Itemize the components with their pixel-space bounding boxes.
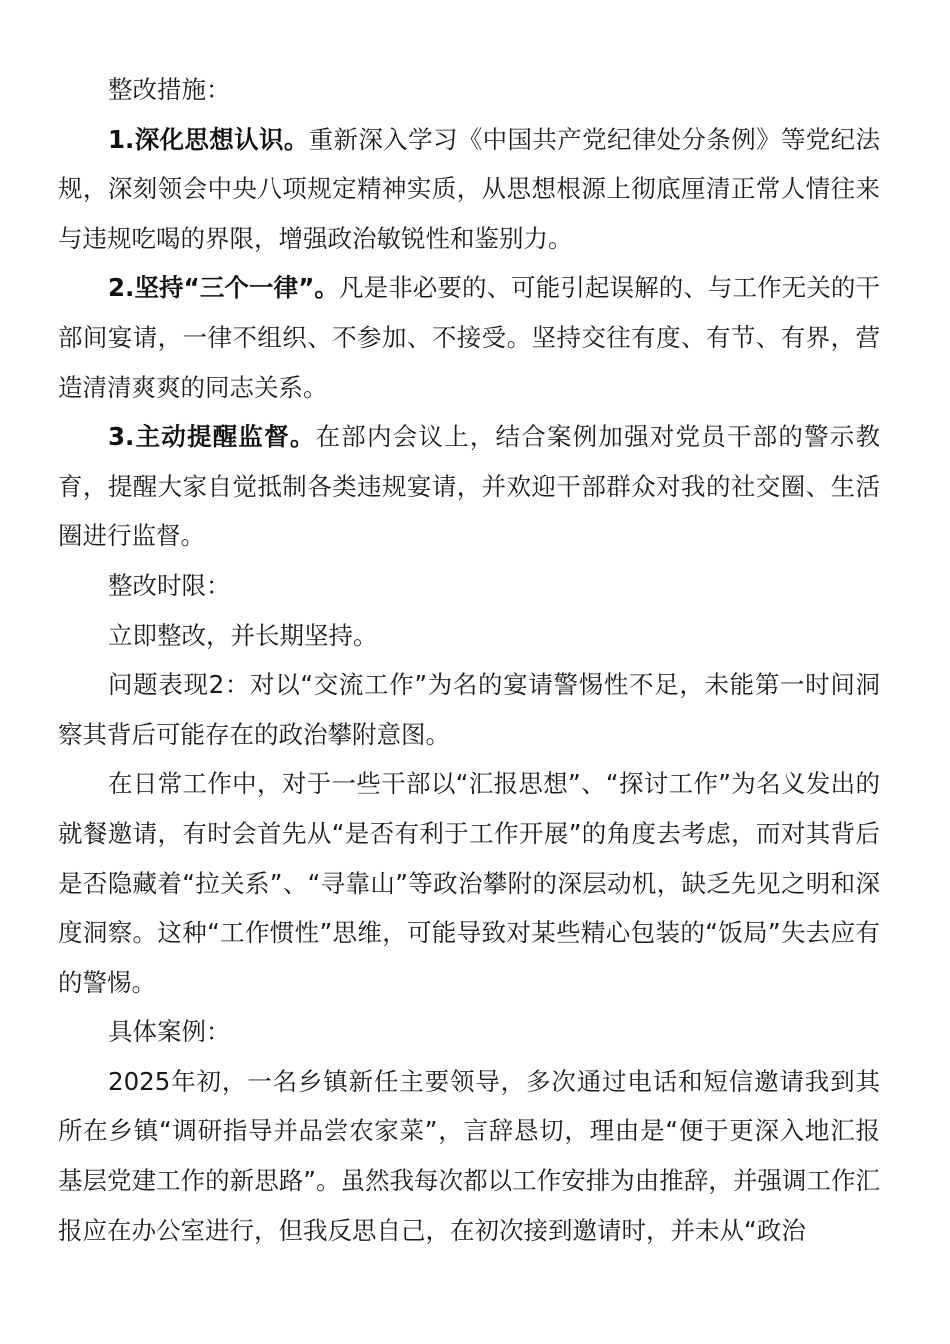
paragraph-lead: 1.深化思想认识。 <box>108 124 309 154</box>
paragraph-text: 问题表现2：对以“交流工作”为名的宴请警惕性不足，未能第一时间洞察其背后可能存在的政治攀附意图。 <box>58 670 880 749</box>
paragraph-text: 在部内会议上，结合案例加强对党员干部的警示教育，提醒大家自觉抵制各类违规宴请，并欢迎干部群众对我的社交圈、生活圈进行监督。 <box>58 422 881 551</box>
paragraph-case-detail <box>58 1057 880 1255</box>
paragraph-lead: 3.主动提醒监督。 <box>108 422 316 452</box>
paragraph-lead: 2.坚持“三个一律”。 <box>108 273 340 303</box>
paragraph-text: 整改措施： <box>108 75 231 104</box>
paragraph-case-heading <box>58 1007 880 1057</box>
paragraph-text: 凡是非必要的、可能引起误解的、与工作无关的干部间宴请，一律不组织、不参加、不接受。坚持交往有度、有节、有界，营造清清爽爽的同志关系。 <box>58 273 881 402</box>
paragraph-measure-2 <box>58 263 880 412</box>
paragraph-measure-3 <box>58 412 880 561</box>
paragraph-issue-2-detail <box>58 759 880 1007</box>
paragraph-text: 重新深入学习《中国共产党纪律处分条例》等党纪法规，深刻领会中央八项规定精神实质，从思想根源上彻底厘清正常人情往来与违规吃喝的界限，增强政治敏锐性和鉴别力。 <box>58 124 881 253</box>
paragraph-text: 在日常工作中，对于一些干部以“汇报思想”、“探讨工作”为名义发出的就餐邀请，有时会首先从“是否有利于工作开展”的角度去考虑，而对其背后是否隐藏着“拉关系”、“寻靠山”等政治攀附的深层动机，缺乏先见之明和深度洞察。这种“工作惯性”思维，可能导致对某些精心包装的“饭局”失去应有的警惕。 <box>58 769 880 997</box>
paragraph-measure-1 <box>58 115 880 264</box>
document-body <box>58 65 880 1255</box>
paragraph-deadline-heading <box>58 561 880 611</box>
paragraph-text: 立即整改，并长期坚持。 <box>108 620 378 650</box>
paragraph-text: 2025年初，一名乡镇新任主要领导，多次通过电话和短信邀请我到其所在乡镇“调研指导并品尝农家菜”，言辞恳切，理由是“便于更深入地汇报基层党建工作的新思路”。虽然我每次都以工作安排为由推辞，并强调工作汇报应在办公室进行，但我反思自己，在初次接到邀请时，并未从“政治 <box>58 1066 880 1245</box>
paragraph-issue-2 <box>58 660 880 759</box>
paragraph-deadline <box>58 611 880 661</box>
paragraph-text: 整改时限： <box>108 570 231 600</box>
paragraph-text: 具体案例： <box>108 1017 231 1047</box>
paragraph-measures-heading <box>58 65 880 115</box>
